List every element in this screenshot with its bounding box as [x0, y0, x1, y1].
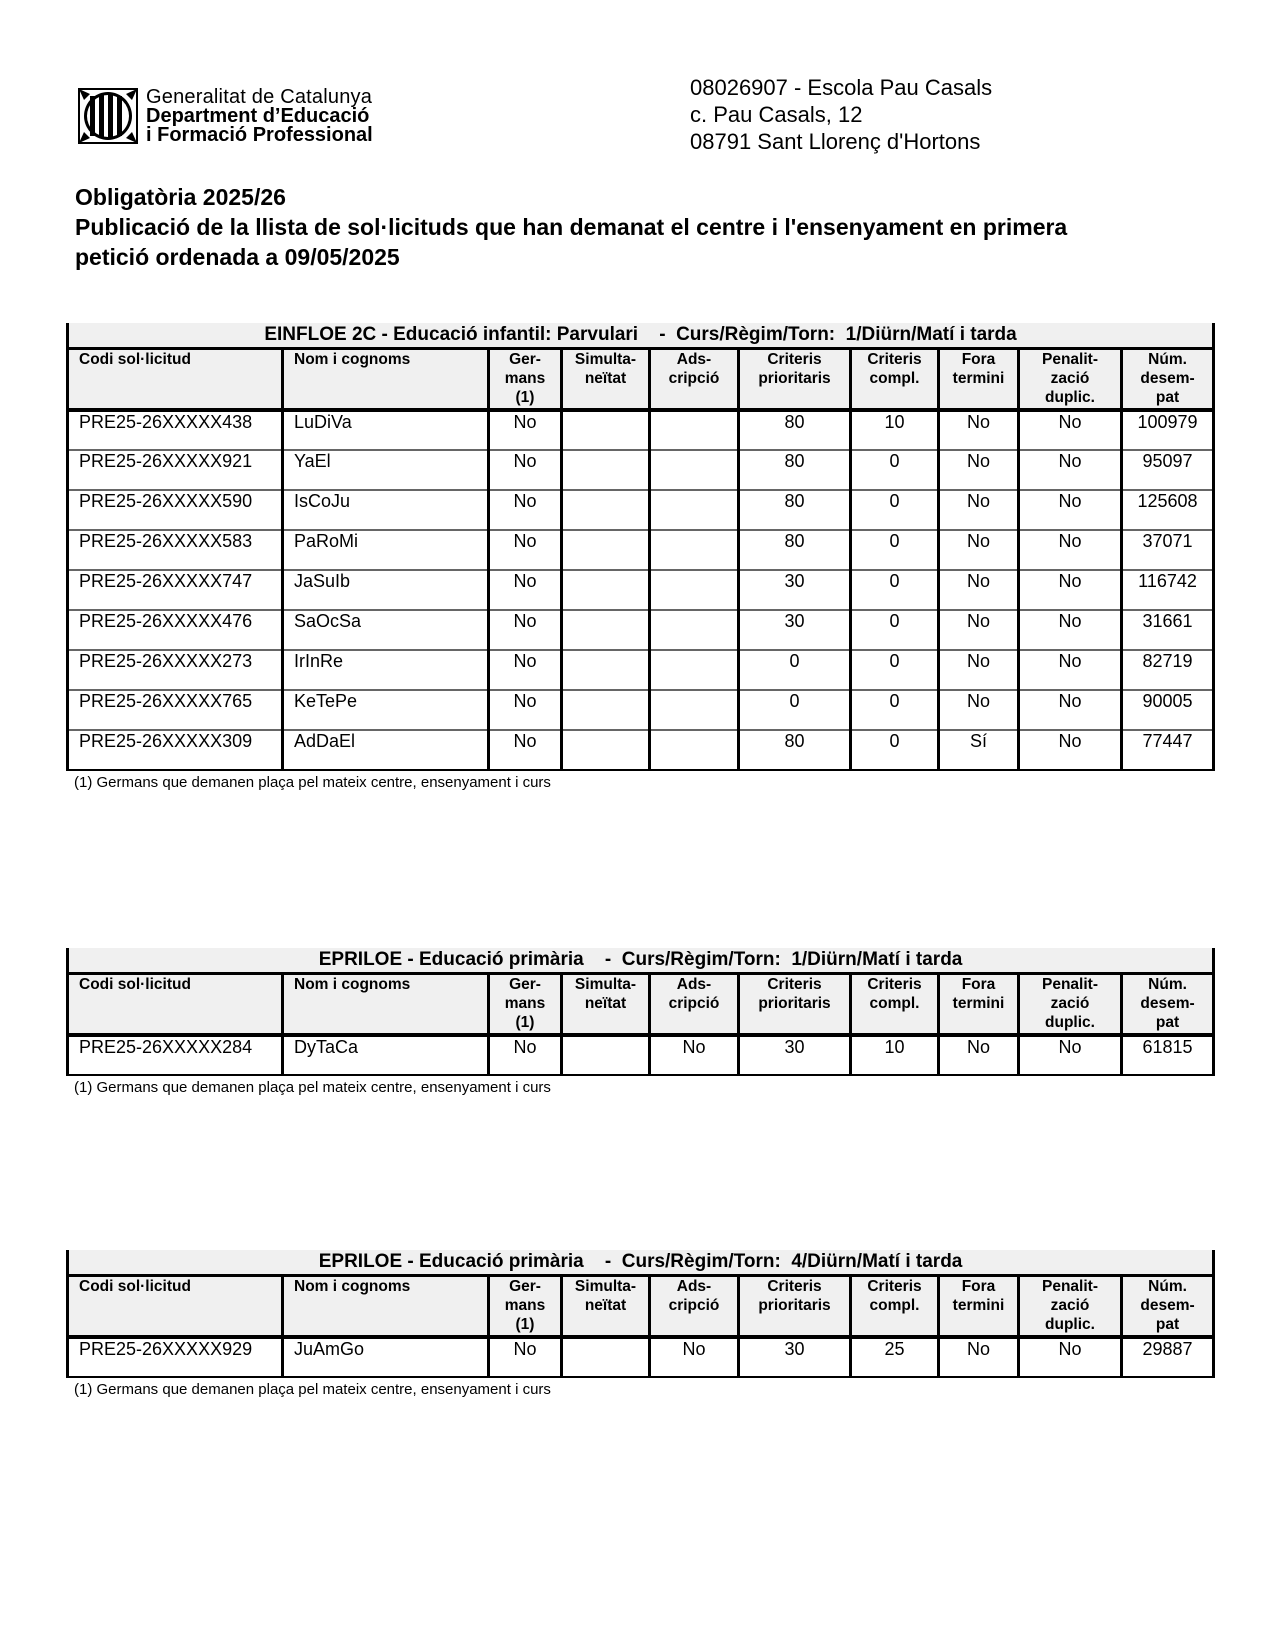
cell-simultaneitat	[562, 730, 650, 770]
cell-adscripcio	[650, 570, 739, 610]
logo-line-formacio: i Formació Professional	[146, 123, 373, 146]
cell-num-desempat: 100979	[1122, 410, 1214, 450]
column-header-num-desempat: Núm. desem- pat	[1122, 349, 1214, 411]
column-header-simultaneitat: Simulta- neïtat	[562, 974, 650, 1036]
cell-germans: No	[489, 1337, 562, 1377]
table-header-row	[68, 974, 1214, 1036]
column-header-fora-termini: Fora termini	[939, 349, 1019, 411]
cell-codi-solicitud: PRE25-26XXXXX273	[68, 650, 283, 690]
footnote-germans: (1) Germans que demanen plaça pel mateix centre, ensenyament i curs	[74, 1079, 551, 1096]
column-header-germans: Ger- mans (1)	[489, 1276, 562, 1338]
solicituds-table	[66, 323, 1215, 771]
column-header-adscripcio: Ads- cripció	[650, 974, 739, 1036]
cell-codi-solicitud: PRE25-26XXXXX438	[68, 410, 283, 450]
cell-adscripcio: No	[650, 1035, 739, 1075]
cell-criteris-prioritaris: 0	[739, 690, 851, 730]
column-header-nom-cognoms: Nom i cognoms	[283, 349, 489, 411]
cell-penalitzacio-duplic: No	[1019, 450, 1122, 490]
table-row	[68, 650, 1214, 690]
cell-adscripcio: No	[650, 1337, 739, 1377]
school-info	[690, 74, 992, 155]
cell-criteris-prioritaris: 30	[739, 1035, 851, 1075]
cell-criteris-compl: 0	[851, 690, 939, 730]
cell-simultaneitat	[562, 450, 650, 490]
cell-codi-solicitud: PRE25-26XXXXX590	[68, 490, 283, 530]
title-main-line1: Publicació de la llista de sol·licituds que han demanat el centre i l'ensenyament en primera	[75, 214, 1068, 240]
column-header-num-desempat: Núm. desem- pat	[1122, 1276, 1214, 1338]
cell-num-desempat: 95097	[1122, 450, 1214, 490]
column-header-penalitzacio-duplic: Penalit- zació duplic.	[1019, 974, 1122, 1036]
title-main-line2: petició ordenada a 09/05/2025	[75, 244, 400, 270]
cell-nom-cognoms: DyTaCa	[283, 1035, 489, 1075]
column-header-nom-cognoms: Nom i cognoms	[283, 1276, 489, 1338]
column-header-nom-cognoms: Nom i cognoms	[283, 974, 489, 1036]
table-row	[68, 1035, 1214, 1075]
cell-fora-termini: No	[939, 1337, 1019, 1377]
cell-germans: No	[489, 570, 562, 610]
cell-adscripcio	[650, 730, 739, 770]
column-header-adscripcio: Ads- cripció	[650, 1276, 739, 1338]
solicituds-table	[66, 1250, 1215, 1378]
cell-simultaneitat	[562, 490, 650, 530]
cell-num-desempat: 31661	[1122, 610, 1214, 650]
table-row	[68, 450, 1214, 490]
cell-criteris-prioritaris: 80	[739, 730, 851, 770]
cell-penalitzacio-duplic: No	[1019, 410, 1122, 450]
cell-num-desempat: 90005	[1122, 690, 1214, 730]
cell-nom-cognoms: LuDiVa	[283, 410, 489, 450]
table-row	[68, 530, 1214, 570]
table-row	[68, 1337, 1214, 1377]
cell-fora-termini: No	[939, 490, 1019, 530]
cell-penalitzacio-duplic: No	[1019, 1035, 1122, 1075]
cell-germans: No	[489, 450, 562, 490]
cell-codi-solicitud: PRE25-26XXXXX921	[68, 450, 283, 490]
cell-germans: No	[489, 530, 562, 570]
cell-fora-termini: No	[939, 610, 1019, 650]
cell-codi-solicitud: PRE25-26XXXXX284	[68, 1035, 283, 1075]
title-year: Obligatòria 2025/26	[75, 184, 286, 210]
cell-penalitzacio-duplic: No	[1019, 530, 1122, 570]
cell-num-desempat: 82719	[1122, 650, 1214, 690]
table-row	[68, 490, 1214, 530]
cell-adscripcio	[650, 650, 739, 690]
cell-criteris-compl: 0	[851, 570, 939, 610]
cell-criteris-prioritaris: 30	[739, 610, 851, 650]
cell-germans: No	[489, 730, 562, 770]
cell-fora-termini: No	[939, 530, 1019, 570]
table-title: EINFLOE 2C - Educació infantil: Parvulari - Curs/Règim/Torn: 1/Diürn/Matí i tarda	[68, 323, 1214, 349]
column-header-simultaneitat: Simulta- neïtat	[562, 1276, 650, 1338]
cell-penalitzacio-duplic: No	[1019, 610, 1122, 650]
footnote-germans: (1) Germans que demanen plaça pel mateix centre, ensenyament i curs	[74, 774, 551, 791]
cell-criteris-compl: 0	[851, 490, 939, 530]
school-city: 08791 Sant Llorenç d'Hortons	[690, 129, 981, 154]
cell-criteris-compl: 10	[851, 1035, 939, 1075]
cell-nom-cognoms: IsCoJu	[283, 490, 489, 530]
table-section-einfloe-2c	[66, 323, 1212, 791]
cell-adscripcio	[650, 690, 739, 730]
cell-codi-solicitud: PRE25-26XXXXX765	[68, 690, 283, 730]
cell-codi-solicitud: PRE25-26XXXXX476	[68, 610, 283, 650]
solicituds-table	[66, 948, 1215, 1076]
column-header-germans: Ger- mans (1)	[489, 974, 562, 1036]
table-row	[68, 570, 1214, 610]
cell-codi-solicitud: PRE25-26XXXXX583	[68, 530, 283, 570]
cell-simultaneitat	[562, 650, 650, 690]
column-header-penalitzacio-duplic: Penalit- zació duplic.	[1019, 1276, 1122, 1338]
cell-criteris-compl: 0	[851, 650, 939, 690]
table-header-row	[68, 1276, 1214, 1338]
cell-germans: No	[489, 410, 562, 450]
cell-fora-termini: No	[939, 570, 1019, 610]
cell-criteris-compl: 10	[851, 410, 939, 450]
column-header-penalitzacio-duplic: Penalit- zació duplic.	[1019, 349, 1122, 411]
table-row	[68, 610, 1214, 650]
table-section-epriloe-1	[66, 948, 1212, 1096]
cell-germans: No	[489, 650, 562, 690]
table-title: EPRILOE - Educació primària - Curs/Règim/Torn: 4/Diürn/Matí i tarda	[68, 1250, 1214, 1276]
column-header-simultaneitat: Simulta- neïtat	[562, 349, 650, 411]
table-row	[68, 410, 1214, 450]
footnote-germans: (1) Germans que demanen plaça pel mateix centre, ensenyament i curs	[74, 1381, 551, 1398]
column-header-germans: Ger- mans (1)	[489, 349, 562, 411]
cell-simultaneitat	[562, 410, 650, 450]
cell-nom-cognoms: IrInRe	[283, 650, 489, 690]
cell-fora-termini: No	[939, 650, 1019, 690]
table-title: EPRILOE - Educació primària - Curs/Règim/Torn: 1/Diürn/Matí i tarda	[68, 948, 1214, 974]
school-code-name: 08026907 - Escola Pau Casals	[690, 75, 993, 100]
cell-nom-cognoms: KeTePe	[283, 690, 489, 730]
cell-fora-termini: No	[939, 690, 1019, 730]
column-header-adscripcio: Ads- cripció	[650, 349, 739, 411]
cell-nom-cognoms: SaOcSa	[283, 610, 489, 650]
catalan-emblem-icon	[78, 88, 138, 144]
cell-criteris-compl: 25	[851, 1337, 939, 1377]
cell-penalitzacio-duplic: No	[1019, 570, 1122, 610]
cell-simultaneitat	[562, 610, 650, 650]
cell-simultaneitat	[562, 530, 650, 570]
cell-fora-termini: No	[939, 1035, 1019, 1075]
column-header-codi-solicitud: Codi sol·licitud	[68, 349, 283, 411]
column-header-num-desempat: Núm. desem- pat	[1122, 974, 1214, 1036]
column-header-fora-termini: Fora termini	[939, 974, 1019, 1036]
cell-simultaneitat	[562, 690, 650, 730]
cell-germans: No	[489, 490, 562, 530]
cell-criteris-prioritaris: 80	[739, 530, 851, 570]
cell-nom-cognoms: AdDaEl	[283, 730, 489, 770]
cell-simultaneitat	[562, 1337, 650, 1377]
cell-nom-cognoms: JuAmGo	[283, 1337, 489, 1377]
column-header-criteris-compl: Criteris compl.	[851, 349, 939, 411]
cell-num-desempat: 61815	[1122, 1035, 1214, 1075]
column-header-fora-termini: Fora termini	[939, 1276, 1019, 1338]
cell-criteris-prioritaris: 80	[739, 450, 851, 490]
cell-criteris-prioritaris: 80	[739, 410, 851, 450]
cell-criteris-compl: 0	[851, 450, 939, 490]
column-header-codi-solicitud: Codi sol·licitud	[68, 1276, 283, 1338]
cell-penalitzacio-duplic: No	[1019, 650, 1122, 690]
cell-criteris-compl: 0	[851, 730, 939, 770]
cell-adscripcio	[650, 530, 739, 570]
cell-criteris-prioritaris: 30	[739, 570, 851, 610]
cell-num-desempat: 116742	[1122, 570, 1214, 610]
cell-codi-solicitud: PRE25-26XXXXX929	[68, 1337, 283, 1377]
table-row	[68, 730, 1214, 770]
cell-codi-solicitud: PRE25-26XXXXX309	[68, 730, 283, 770]
cell-criteris-prioritaris: 30	[739, 1337, 851, 1377]
table-section-epriloe-4	[66, 1250, 1212, 1398]
cell-nom-cognoms: PaRoMi	[283, 530, 489, 570]
column-header-criteris-prioritaris: Criteris prioritaris	[739, 349, 851, 411]
cell-criteris-compl: 0	[851, 530, 939, 570]
table-row	[68, 690, 1214, 730]
cell-simultaneitat	[562, 1035, 650, 1075]
cell-num-desempat: 37071	[1122, 530, 1214, 570]
column-header-criteris-prioritaris: Criteris prioritaris	[739, 1276, 851, 1338]
cell-germans: No	[489, 690, 562, 730]
school-address: c. Pau Casals, 12	[690, 102, 863, 127]
cell-adscripcio	[650, 490, 739, 530]
cell-adscripcio	[650, 610, 739, 650]
cell-fora-termini: No	[939, 450, 1019, 490]
column-header-criteris-compl: Criteris compl.	[851, 974, 939, 1036]
column-header-codi-solicitud: Codi sol·licitud	[68, 974, 283, 1036]
logo-line-generalitat: Generalitat de Catalunya	[146, 85, 373, 108]
cell-adscripcio	[650, 450, 739, 490]
cell-germans: No	[489, 610, 562, 650]
logo-line-department: Department d’Educació	[146, 104, 370, 127]
cell-nom-cognoms: JaSuIb	[283, 570, 489, 610]
cell-criteris-compl: 0	[851, 610, 939, 650]
cell-criteris-prioritaris: 80	[739, 490, 851, 530]
cell-simultaneitat	[562, 570, 650, 610]
cell-num-desempat: 125608	[1122, 490, 1214, 530]
generalitat-logo	[78, 86, 478, 146]
cell-fora-termini: Sí	[939, 730, 1019, 770]
cell-nom-cognoms: YaEl	[283, 450, 489, 490]
cell-num-desempat: 77447	[1122, 730, 1214, 770]
cell-num-desempat: 29887	[1122, 1337, 1214, 1377]
table-header-row	[68, 349, 1214, 411]
column-header-criteris-compl: Criteris compl.	[851, 1276, 939, 1338]
column-header-criteris-prioritaris: Criteris prioritaris	[739, 974, 851, 1036]
cell-fora-termini: No	[939, 410, 1019, 450]
cell-germans: No	[489, 1035, 562, 1075]
cell-penalitzacio-duplic: No	[1019, 490, 1122, 530]
cell-codi-solicitud: PRE25-26XXXXX747	[68, 570, 283, 610]
cell-penalitzacio-duplic: No	[1019, 730, 1122, 770]
cell-penalitzacio-duplic: No	[1019, 1337, 1122, 1377]
document-title	[75, 182, 1067, 272]
cell-penalitzacio-duplic: No	[1019, 690, 1122, 730]
cell-criteris-prioritaris: 0	[739, 650, 851, 690]
cell-adscripcio	[650, 410, 739, 450]
